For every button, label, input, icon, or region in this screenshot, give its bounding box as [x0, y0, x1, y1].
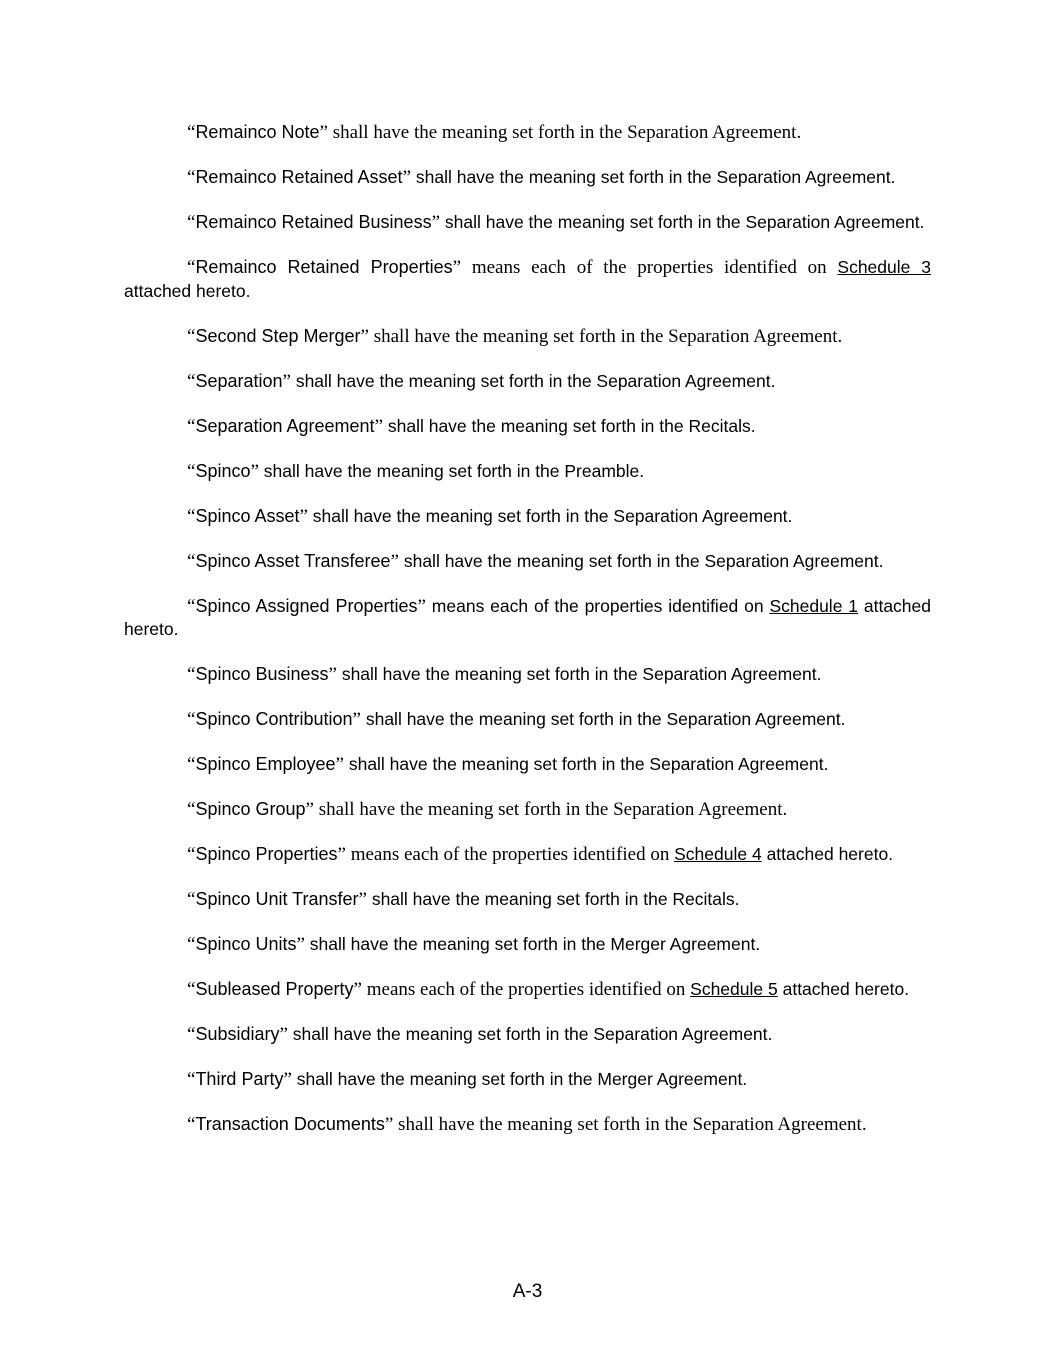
definition-text: shall have the meaning set forth in the Separation Agreement.: [440, 212, 925, 232]
definition-paragraph: “Subsidiary” shall have the meaning set forth in the Separation Agreement.: [187, 1024, 773, 1045]
defined-term: Spinco Employee: [195, 754, 336, 774]
schedule-reference: Schedule 1: [769, 595, 859, 616]
definition-paragraph: “Spinco Asset” shall have the meaning set forth in the Separation Agreement.: [187, 505, 793, 527]
definition-paragraph: “Spinco Properties” means each of the properties identified on Schedule 4 attached hereto.: [187, 844, 894, 865]
definition-paragraph: “Spinco Employee” shall have the meaning set forth in the Separation Agreement.: [187, 754, 829, 775]
definition-text-after: attached hereto.: [124, 595, 931, 639]
defined-term: Remainco Retained Business: [195, 212, 432, 232]
defined-term: Spinco Properties: [195, 844, 338, 864]
defined-term: Spinco Contribution: [195, 709, 353, 729]
definition-text: shall have the meaning set forth in the Separation Agreement.: [327, 122, 802, 143]
defined-term: Remainco Note: [195, 122, 320, 142]
definition-text: shall have the meaning set forth in the Recitals.: [383, 415, 756, 436]
definition-text: shall have the meaning set forth in the Separation Agreement.: [360, 709, 846, 729]
defined-term: Spinco Group: [195, 799, 306, 819]
definition-text: means each of the properties identified on: [461, 257, 838, 278]
definition-text: shall have the meaning set forth in the Separation Agreement.: [398, 550, 884, 571]
schedule-reference: Schedule 4: [674, 844, 762, 864]
definition-paragraph: “Spinco Contribution” shall have the meaning set forth in the Separation Agreement.: [187, 709, 846, 730]
definition-text: shall have the meaning set forth in the Recitals.: [366, 889, 740, 909]
definition-paragraph: “Remainco Note” shall have the meaning set forth in the Separation Agreement.: [187, 122, 802, 143]
definition-paragraph: “Spinco Asset Transferee” shall have the meaning set forth in the Separation Agreement.: [187, 550, 884, 572]
definition-text: shall have the meaning set forth in the Separation Agreement.: [393, 1114, 867, 1135]
definition-paragraph: “Spinco Business” shall have the meaning set forth in the Separation Agreement.: [187, 664, 822, 685]
definition-text: shall have the meaning set forth in the Separation Agreement.: [287, 1024, 773, 1044]
defined-term: Separation: [195, 370, 283, 391]
definition-text: shall have the meaning set forth in the Separation Agreement.: [307, 505, 793, 526]
definition-text: shall have the meaning set forth in the Separation Agreement.: [368, 325, 843, 347]
defined-term: Spinco: [195, 460, 251, 481]
definition-text: shall have the meaning set forth in the Merger Agreement.: [291, 1069, 748, 1089]
definition-text: shall have the meaning set forth in the Separation Agreement.: [343, 754, 829, 774]
schedule-reference: Schedule 5: [690, 979, 778, 999]
definition-paragraph: “Third Party” shall have the meaning set forth in the Merger Agreement.: [187, 1069, 748, 1090]
definition-text: means each of the properties identified on: [425, 595, 770, 616]
definition-text: shall have the meaning set forth in the Preamble.: [258, 460, 645, 481]
defined-term: Transaction Documents: [195, 1114, 385, 1134]
defined-term: Spinco Business: [195, 664, 329, 684]
definition-paragraph: “Separation” shall have the meaning set forth in the Separation Agreement.: [187, 370, 776, 392]
definition-paragraph: “Transaction Documents” shall have the meaning set forth in the Separation Agreement.: [187, 1114, 867, 1135]
definition-paragraph: “Second Step Merger” shall have the meaning set forth in the Separation Agreement.: [187, 325, 843, 347]
definition-paragraph: “Subleased Property” means each of the properties identified on Schedule 5 attached hereto.: [187, 979, 910, 1000]
definition-text: shall have the meaning set forth in the Merger Agreement.: [304, 934, 761, 954]
definition-text-after: attached hereto.: [777, 979, 910, 999]
definition-paragraph: “Spinco Group” shall have the meaning set forth in the Separation Agreement.: [187, 799, 788, 820]
schedule-reference: Schedule 3: [837, 257, 931, 277]
definition-paragraph: “Spinco” shall have the meaning set forth in the Preamble.: [187, 460, 645, 482]
defined-term: Subleased Property: [195, 979, 354, 999]
definition-paragraph: “Separation Agreement” shall have the meaning set forth in the Recitals.: [187, 415, 756, 437]
definition-paragraph: “Remainco Retained Properties” means each of the properties identified on Schedule 3 attached hereto.: [124, 257, 931, 301]
definition-text: shall have the meaning set forth in the Separation Agreement.: [336, 664, 822, 684]
definition-paragraph: “Remainco Retained Business” shall have the meaning set forth in the Separation Agreement.: [187, 212, 925, 233]
definition-paragraph: “Spinco Assigned Properties” means each of the properties identified on Schedule 1 attached hereto.: [124, 595, 931, 639]
definition-text: shall have the meaning set forth in the Separation Agreement.: [411, 167, 896, 187]
page-number: A-3: [512, 1281, 543, 1302]
defined-term: Third Party: [195, 1069, 284, 1089]
defined-term: Spinco Units: [195, 934, 297, 954]
definition-text-after: attached hereto.: [761, 844, 894, 864]
defined-term: Spinco Asset Transferee: [195, 550, 391, 571]
definition-text: shall have the meaning set forth in the Separation Agreement.: [290, 370, 776, 391]
definition-paragraph: “Remainco Retained Asset” shall have the meaning set forth in the Separation Agreement.: [187, 167, 896, 188]
definition-paragraph: “Spinco Unit Transfer” shall have the meaning set forth in the Recitals.: [187, 889, 740, 910]
defined-term: Remainco Retained Properties: [195, 257, 453, 277]
defined-term: Spinco Asset: [195, 505, 300, 526]
definition-text: shall have the meaning set forth in the Separation Agreement.: [313, 799, 788, 820]
definition-text-after: attached hereto.: [124, 280, 251, 301]
defined-term: Spinco Unit Transfer: [195, 889, 359, 909]
defined-term: Subsidiary: [195, 1024, 280, 1044]
definition-paragraph: “Spinco Units” shall have the meaning set forth in the Merger Agreement.: [187, 934, 761, 955]
definition-text: means each of the properties identified on: [361, 979, 691, 1000]
definition-text: means each of the properties identified on: [345, 844, 675, 865]
defined-term: Separation Agreement: [195, 415, 375, 436]
defined-term: Second Step Merger: [195, 325, 361, 346]
definitions-list: [124, 121, 931, 1158]
defined-term: Remainco Retained Asset: [195, 167, 403, 187]
defined-term: Spinco Assigned Properties: [195, 595, 418, 616]
